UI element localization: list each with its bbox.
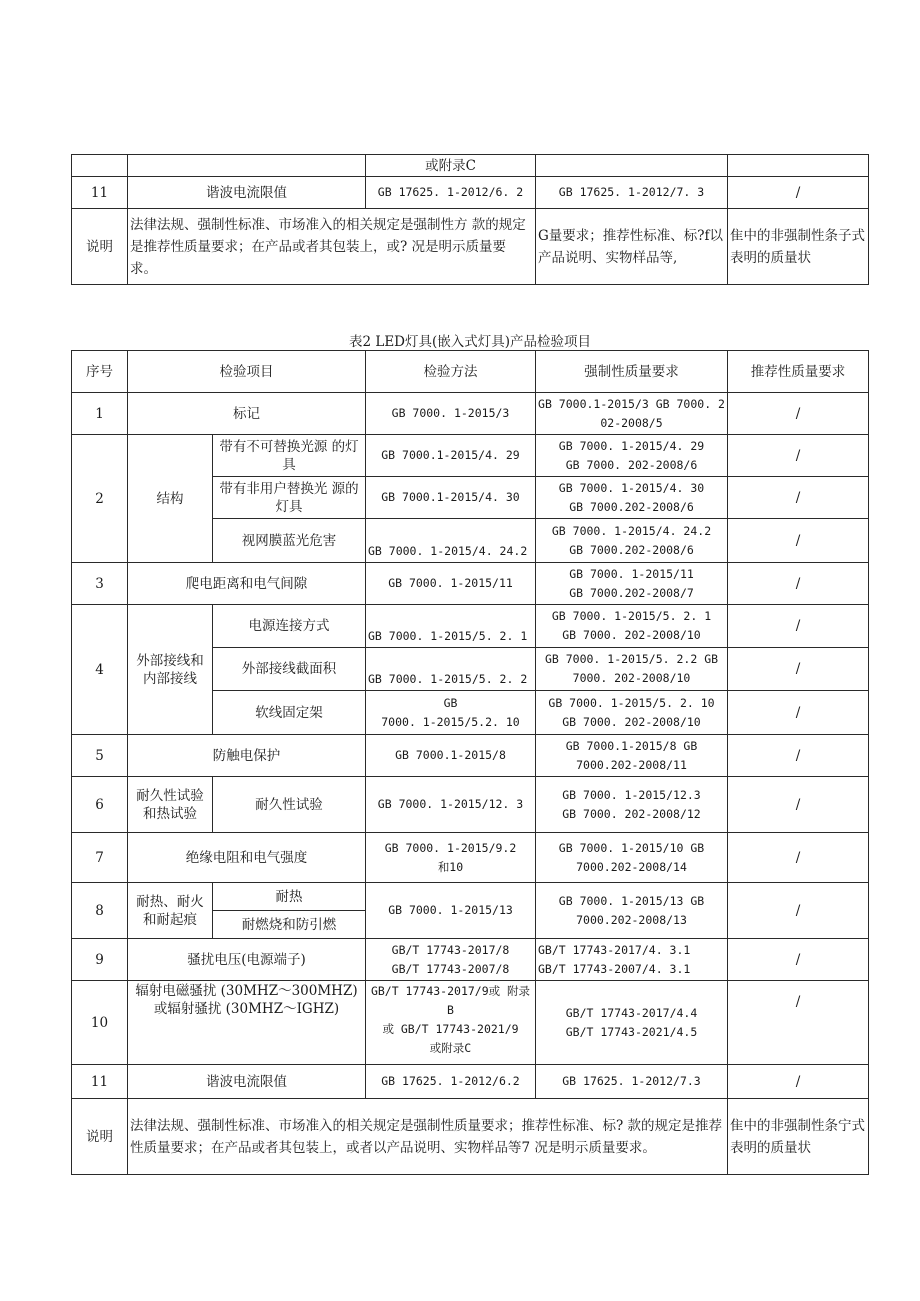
cell-recommended: / (728, 833, 869, 883)
mandatory-line: GB 7000. 1-2015/10 GB (558, 840, 705, 855)
header-item: 检验项目 (128, 351, 366, 393)
mandatory-line: GB 7000. 202-2008/10 (562, 628, 701, 642)
mandatory-line: GB/T 17743-2017/4.4 (565, 1005, 698, 1020)
cell-item: 爬电距离和电气间隙 (128, 563, 366, 605)
cell-no: 10 (72, 981, 128, 1065)
cell-method: GB 7000. 1-2015/13 (366, 883, 536, 939)
cell-method (366, 939, 536, 981)
inspection-table (71, 350, 869, 1175)
cell-no: 8 (72, 883, 128, 939)
cell-recommended: / (728, 605, 869, 648)
mandatory-line: 7000.202-2008/14 (576, 859, 687, 874)
cell-group: 耐热、耐火和耐起痕 (128, 883, 213, 939)
cell-method: GB 17625. 1-2012/6.2 (366, 1065, 536, 1099)
table-row (72, 155, 869, 177)
cell-mandatory (536, 833, 728, 883)
cell-mandatory (536, 777, 728, 833)
cell-mandatory (536, 939, 728, 981)
note-text: 法律法规、强制性标准、市场准入的相关规定是强制性质量要求；推荐性标准、标? 款的规定是推荐性质量要求；在产品或者其包装上，或者以产品说明、实物样品等7 况是明示质量要求。 (128, 1099, 728, 1175)
mandatory-line: GB 7000. 1-2015/11 (569, 566, 694, 581)
cell-mandatory: GB 17625. 1-2012/7. 3 (536, 177, 728, 209)
mandatory-line: GB 7000. 1-2015/13 GB (558, 893, 705, 908)
cell-mandatory: GB 7000.1-2015/3 GB 7000. 202-2008/5 (536, 393, 728, 435)
cell-no: 4 (72, 605, 128, 735)
cell-recommended: / (728, 563, 869, 605)
cell-recommended: / (728, 435, 869, 477)
cell-mandatory (536, 605, 728, 648)
cell-recommended (728, 155, 869, 177)
mandatory-line: GB 7000. 202-2008/10 (562, 714, 701, 729)
table-row (72, 883, 869, 911)
cell-method (366, 691, 536, 735)
note-label: 说明 (72, 1099, 128, 1175)
cell-no: 6 (72, 777, 128, 833)
cell-mandatory (536, 648, 728, 691)
cell-mandatory (536, 691, 728, 735)
cell-no: 1 (72, 393, 128, 435)
cell-no: 7 (72, 833, 128, 883)
cell-method: GB 7000.1-2015/8 (366, 735, 536, 777)
method-line: 或附录C (429, 1041, 472, 1055)
cell-method: GB 7000. 1-2015/4. 24.2 (366, 519, 536, 563)
cell-method: GB 7000. 1-2015/11 (366, 563, 536, 605)
cell-recommended: / (728, 477, 869, 519)
cell-subitem: 耐久性试验 (213, 777, 366, 833)
method-line: GB (443, 695, 458, 710)
method-line: 或 GB/T 17743-2021/9 (382, 1022, 519, 1036)
cell-subitem: 带有非用户替换光 源的灯具 (213, 477, 366, 519)
cell-mandatory (536, 155, 728, 177)
cell-no: 5 (72, 735, 128, 777)
table-row (72, 939, 869, 981)
cell-item: 辐射电磁骚扰 (30MHZ～300MHZ) 或辐射骚扰 (30MHZ～IGHZ) (128, 981, 366, 1065)
cell-mandatory: GB 17625. 1-2012/7.3 (536, 1065, 728, 1099)
method-line: GB 7000. 1-2015/9.2 (384, 840, 517, 855)
cell-group: 外部接线和内部接线 (128, 605, 213, 735)
cell-method: GB 7000.1-2015/4. 30 (366, 477, 536, 519)
mandatory-line: GB/T 17743-2021/4.5 (565, 1024, 698, 1039)
header-no: 序号 (72, 351, 128, 393)
cell-subitem: 耐热 (213, 883, 366, 911)
cell-recommended: / (728, 393, 869, 435)
cell-subitem: 视网膜蓝光危害 (213, 519, 366, 563)
cell-no: 11 (72, 1065, 128, 1099)
table-caption: 表2 LED灯具(嵌入式灯具)产品检验项目 (348, 334, 592, 350)
cell-recommended: / (728, 981, 869, 1065)
mandatory-line: GB 7000.202-2008/7 (569, 585, 694, 600)
cell-method: GB 17625. 1-2012/6. 2 (366, 177, 536, 209)
cell-subitem: 耐燃烧和防引燃 (213, 911, 366, 939)
method-line: GB/T 17743-2017/9或 附录B (370, 984, 531, 1017)
table-row (72, 981, 869, 1065)
note-text-right: 隹中的非强制性条子式表明的质量状 (728, 209, 869, 285)
cell-recommended: / (728, 1065, 869, 1099)
mandatory-line: GB 7000. 1-2015/4. 29 (558, 438, 705, 453)
cell-mandatory (536, 563, 728, 605)
cell-subitem: 带有不可替换光源 的灯具 (213, 435, 366, 477)
cell-recommended: / (728, 691, 869, 735)
table-row (72, 435, 869, 477)
table-row (72, 177, 869, 209)
cell-recommended: / (728, 177, 869, 209)
cell-no: 3 (72, 563, 128, 605)
mandatory-line: GB 7000.202-2008/6 (569, 542, 694, 557)
cell-no: 9 (72, 939, 128, 981)
table-row (72, 777, 869, 833)
table-row (72, 393, 869, 435)
header-method: 检验方法 (366, 351, 536, 393)
note-row (72, 1099, 869, 1175)
table-row (72, 605, 869, 648)
method-line: GB/T 17743-2007/8 (391, 961, 510, 976)
cell-recommended: / (728, 519, 869, 563)
note-label: 说明 (72, 209, 128, 285)
cell-recommended: / (728, 777, 869, 833)
cell-method (366, 981, 536, 1065)
cell-recommended: / (728, 939, 869, 981)
mandatory-line: GB 7000. 202-2008/12 (562, 806, 701, 821)
header-recommended: 推荐性质量要求 (728, 351, 869, 393)
cell-no: 2 (72, 435, 128, 563)
cell-recommended: / (728, 883, 869, 939)
cell-item: 谐波电流限值 (128, 177, 366, 209)
table-continued (71, 154, 869, 285)
cell-no: 11 (72, 177, 128, 209)
note-text: 法律法规、强制性标准、市场准入的相关规定是强制性方 款的规定是推荐性质量要求；在产品或者其包装上，或? 况是明示质量要求。 (128, 209, 536, 285)
cell-method (366, 833, 536, 883)
mandatory-line: GB 7000. 1-2015/5. 2.2 GB (544, 652, 719, 666)
mandatory-line: 7000.202-2008/13 (576, 912, 687, 927)
mandatory-line: GB/T 17743-2007/4. 3.1 (538, 961, 691, 976)
mandatory-line: 7000.202-2008/11 (576, 757, 687, 772)
mandatory-line: GB 7000.1-2015/8 GB (565, 738, 698, 753)
header-row (72, 351, 869, 393)
mandatory-line: GB 7000. 202-2008/6 (565, 457, 698, 472)
cell-mandatory (536, 477, 728, 519)
cell-method: GB 7000. 1-2015/5. 2. 2 (366, 648, 536, 691)
cell-item: 标记 (128, 393, 366, 435)
table-row (72, 735, 869, 777)
note-text-cont: G量要求；推荐性标准、标?f以产品说明、实物样品等, (536, 209, 728, 285)
cell-subitem: 电源连接方式 (213, 605, 366, 648)
table-row (72, 833, 869, 883)
cell-method: GB 7000. 1-2015/3 (366, 393, 536, 435)
cell-group: 结构 (128, 435, 213, 563)
cell-method: GB 7000. 1-2015/5. 2. 1 (366, 605, 536, 648)
cell-method: 或附录C (366, 155, 536, 177)
table-row (72, 563, 869, 605)
cell-item: 谐波电流限值 (128, 1065, 366, 1099)
mandatory-line: GB 7000. 1-2015/4. 30 (558, 480, 705, 495)
method-line: GB/T 17743-2017/8 (391, 942, 510, 957)
cell-item: 防触电保护 (128, 735, 366, 777)
cell-no (72, 155, 128, 177)
mandatory-line: GB/T 17743-2017/4. 3.1 (538, 942, 691, 957)
cell-mandatory (536, 735, 728, 777)
cell-mandatory (536, 883, 728, 939)
cell-recommended: / (728, 735, 869, 777)
cell-method: GB 7000. 1-2015/12. 3 (366, 777, 536, 833)
cell-item (128, 155, 366, 177)
cell-subitem: 外部接线截面积 (213, 648, 366, 691)
cell-recommended: / (728, 648, 869, 691)
cell-item: 绝缘电阻和电气强度 (128, 833, 366, 883)
cell-item: 骚扰电压(电源端子) (128, 939, 366, 981)
mandatory-line: GB 7000. 1-2015/5. 2. 10 (548, 695, 715, 710)
cell-mandatory (536, 519, 728, 563)
mandatory-line: GB 7000.202-2008/6 (569, 499, 694, 514)
mandatory-line: GB 7000. 1-2015/12.3 (562, 787, 701, 802)
table-row (72, 1065, 869, 1099)
cell-subitem: 软线固定架 (213, 691, 366, 735)
cell-mandatory (536, 435, 728, 477)
mandatory-line: 7000. 202-2008/10 (572, 671, 691, 685)
method-line: 和10 (437, 859, 464, 874)
cell-mandatory (536, 981, 728, 1065)
header-mandatory: 强制性质量要求 (536, 351, 728, 393)
note-row (72, 209, 869, 285)
mandatory-line: GB 7000. 1-2015/5. 2. 1 (551, 609, 712, 623)
method-line: 7000. 1-2015/5.2. 10 (381, 714, 520, 729)
cell-method: GB 7000.1-2015/4. 29 (366, 435, 536, 477)
cell-group: 耐久性试验和热试验 (128, 777, 213, 833)
note-text-right: 隹中的非强制性条宁式表明的质量状 (728, 1099, 869, 1175)
mandatory-line: GB 7000. 1-2015/4. 24.2 (551, 523, 712, 538)
